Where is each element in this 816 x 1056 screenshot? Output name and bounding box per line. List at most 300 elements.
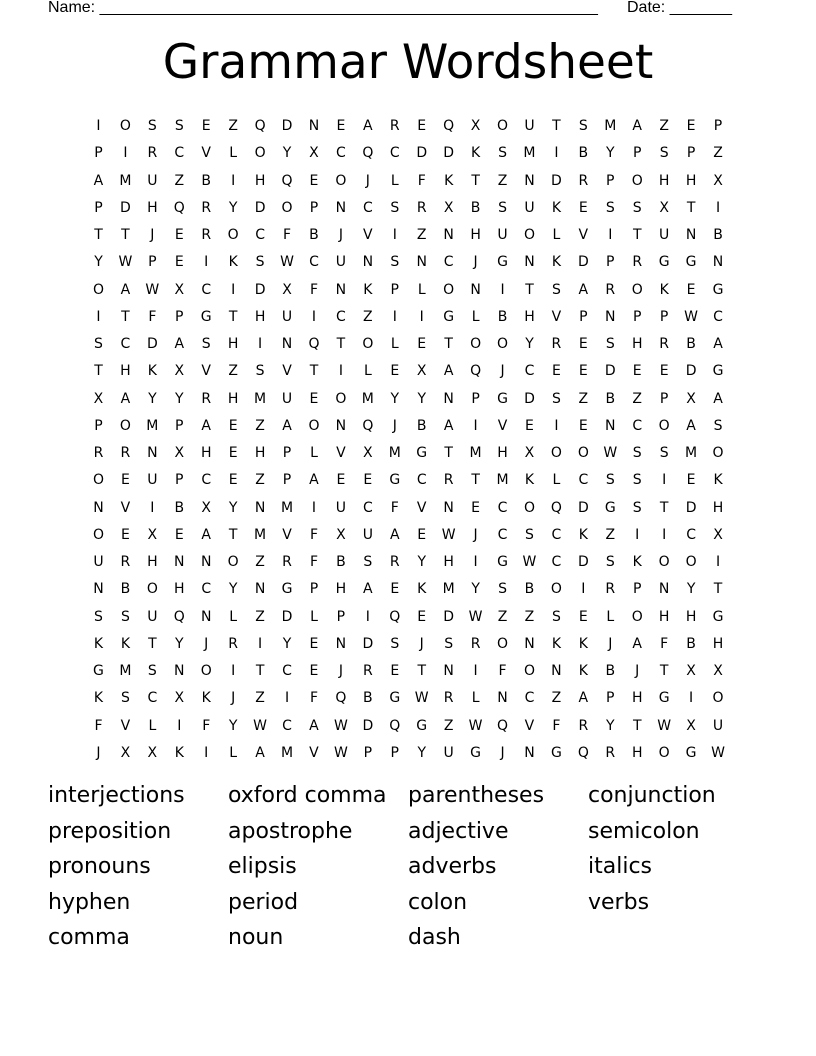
grid-letter: O: [685, 554, 697, 570]
grid-letter: V: [201, 145, 211, 162]
grid-letter: K: [363, 281, 373, 298]
grid-letter: P: [175, 417, 184, 434]
grid-letter: S: [659, 445, 669, 461]
grid-letter: O: [497, 336, 509, 352]
grid-letter: H: [147, 554, 158, 570]
grid-letter: J: [500, 363, 505, 380]
grid-letter: M: [442, 581, 455, 598]
word-list-item: period: [228, 889, 299, 915]
grid-letter: E: [390, 363, 400, 380]
grid-letter: H: [524, 308, 535, 325]
grid-letter: E: [120, 526, 130, 543]
grid-letter: R: [120, 445, 131, 461]
grid-letter: C: [578, 472, 589, 489]
grid-letter: K: [444, 172, 454, 189]
grid-letter: T: [228, 308, 238, 325]
grid-letter: F: [309, 526, 318, 543]
grid-letter: Q: [389, 717, 401, 734]
grid-letter: L: [471, 690, 480, 707]
grid-letter: I: [311, 499, 317, 516]
grid-letter: I: [554, 145, 559, 162]
grid-letter: I: [150, 499, 155, 516]
grid-letter: J: [500, 744, 505, 761]
grid-letter: M: [280, 744, 294, 761]
word-list-item: semicolon: [588, 818, 700, 844]
grid-letter: E: [578, 199, 588, 216]
grid-letter: F: [660, 635, 669, 652]
grid-letter: H: [497, 445, 508, 461]
grid-letter: K: [228, 254, 238, 271]
grid-letter: R: [605, 744, 616, 761]
grid-letter: M: [146, 417, 159, 434]
grid-letter: I: [204, 744, 209, 761]
grid-letter: I: [662, 526, 667, 543]
grid-letter: E: [417, 526, 427, 543]
grid-letter: Z: [363, 308, 373, 325]
grid-letter: I: [258, 635, 263, 652]
word-list: [48, 778, 768, 956]
grid-letter: G: [712, 608, 724, 625]
grid-letter: Q: [470, 363, 482, 380]
grid-letter: O: [658, 417, 670, 434]
grid-letter: V: [551, 308, 562, 325]
grid-letter: E: [228, 445, 238, 461]
grid-letter: T: [121, 227, 130, 243]
grid-letter: S: [605, 336, 615, 352]
grid-letter: I: [311, 308, 317, 325]
grid-letter: T: [659, 663, 669, 679]
grid-letter: M: [361, 390, 374, 407]
grid-letter: L: [363, 363, 372, 380]
grid-letter: B: [497, 308, 508, 325]
grid-letter: S: [390, 635, 400, 652]
grid-letter: N: [658, 581, 670, 598]
grid-letter: O: [227, 554, 239, 570]
grid-letter: R: [228, 635, 239, 652]
grid-letter: P: [282, 445, 292, 461]
grid-letter: Q: [550, 499, 562, 516]
grid-letter: P: [606, 254, 615, 271]
grid-letter: L: [390, 336, 399, 352]
grid-letter: Q: [173, 608, 185, 625]
grid-letter: T: [471, 172, 480, 189]
grid-letter: C: [551, 526, 562, 543]
grid-letter: L: [471, 308, 480, 325]
grid-letter: H: [443, 554, 454, 570]
grid-letter: A: [578, 281, 589, 298]
grid-letter: F: [552, 717, 561, 734]
grid-letter: S: [255, 363, 265, 380]
grid-letter: D: [254, 281, 266, 298]
grid-letter: C: [282, 717, 292, 734]
grid-letter: N: [524, 172, 535, 189]
grid-letter: C: [174, 145, 185, 162]
grid-letter: E: [174, 254, 184, 271]
grid-letter: D: [416, 145, 428, 162]
grid-letter: G: [416, 445, 428, 461]
grid-letter: Y: [94, 254, 103, 271]
grid-letter: D: [604, 363, 616, 380]
grid-letter: P: [606, 172, 615, 189]
grid-letter: I: [662, 472, 667, 489]
grid-letter: S: [390, 199, 400, 216]
grid-letter: H: [227, 336, 239, 352]
grid-letter: E: [390, 663, 400, 679]
grid-letter: U: [281, 390, 293, 407]
grid-letter: D: [685, 363, 697, 380]
grid-letter: O: [497, 635, 509, 652]
grid-letter: R: [362, 663, 373, 679]
grid-letter: H: [254, 172, 266, 189]
grid-letter: V: [416, 499, 427, 516]
grid-letter: I: [392, 227, 397, 243]
grid-letter: W: [603, 445, 618, 461]
grid-letter: B: [686, 336, 696, 352]
grid-letter: I: [96, 118, 101, 134]
grid-letter: A: [443, 417, 454, 434]
grid-letter: G: [389, 472, 401, 489]
grid-letter: D: [281, 608, 293, 625]
grid-letter: A: [713, 336, 723, 352]
grid-letter: I: [715, 199, 721, 216]
grid-letter: C: [524, 363, 535, 380]
grid-letter: E: [390, 581, 400, 598]
grid-letter: W: [711, 744, 725, 761]
grid-letter: X: [686, 717, 696, 734]
grid-letter: P: [148, 254, 157, 271]
grid-letter: A: [120, 281, 131, 298]
grid-letter: S: [632, 499, 642, 516]
grid-letter: V: [497, 417, 508, 434]
grid-letter: Z: [524, 608, 535, 625]
grid-letter: G: [658, 690, 670, 707]
word-list-item: elipsis: [228, 854, 297, 880]
grid-letter: S: [94, 608, 103, 625]
grid-letter: L: [229, 608, 238, 625]
grid-letter: K: [713, 472, 723, 489]
grid-letter: C: [255, 227, 265, 243]
grid-letter: E: [363, 472, 373, 489]
grid-letter: T: [713, 581, 723, 598]
grid-letter: M: [523, 145, 536, 162]
grid-letter: U: [281, 308, 293, 325]
grid-letter: B: [605, 663, 616, 679]
page-title: Grammar Wordsheet: [162, 35, 654, 90]
grid-letter: X: [686, 663, 696, 679]
grid-letter: U: [147, 172, 158, 189]
grid-letter: T: [525, 281, 534, 298]
grid-letter: D: [577, 499, 589, 516]
grid-letter: D: [443, 145, 455, 162]
grid-letter: E: [686, 118, 696, 134]
grid-letter: V: [282, 363, 292, 380]
grid-letter: H: [712, 635, 724, 652]
name-field-label: Name: ________________________________________________________: [48, 0, 598, 16]
grid-letter: G: [443, 308, 455, 325]
grid-letter: V: [120, 499, 131, 516]
grid-letter: Q: [281, 172, 293, 189]
grid-letter: Z: [255, 417, 265, 434]
grid-letter: O: [308, 417, 320, 434]
grid-letter: C: [632, 417, 643, 434]
grid-letter: P: [282, 472, 292, 489]
grid-letter: X: [93, 390, 104, 407]
grid-letter: P: [363, 744, 373, 761]
grid-letter: P: [606, 690, 615, 707]
grid-letter: O: [631, 172, 643, 189]
grid-letter: H: [200, 445, 212, 461]
grid-letter: O: [712, 690, 724, 707]
grid-letter: P: [471, 390, 480, 407]
grid-letter: Y: [175, 635, 184, 652]
grid-letter: K: [120, 635, 130, 652]
grid-letter: C: [147, 690, 158, 707]
grid-letter: S: [632, 445, 642, 461]
grid-letter: A: [713, 390, 723, 407]
grid-letter: T: [471, 472, 480, 489]
grid-letter: N: [254, 581, 266, 598]
grid-letter: J: [473, 254, 478, 271]
grid-letter: R: [93, 445, 104, 461]
grid-letter: K: [201, 690, 211, 707]
grid-letter: M: [119, 172, 132, 189]
word-search-grid: [85, 113, 730, 767]
grid-letter: E: [336, 118, 346, 134]
grid-letter: N: [416, 254, 427, 271]
grid-letter: G: [712, 281, 724, 298]
grid-letter: Z: [416, 227, 427, 243]
grid-letter: E: [174, 526, 184, 543]
grid-letter: Z: [632, 390, 643, 407]
grid-letter: N: [443, 663, 454, 679]
grid-letter: L: [390, 172, 399, 189]
grid-letter: H: [254, 445, 266, 461]
grid-letter: X: [174, 281, 185, 298]
grid-letter: R: [389, 118, 400, 134]
grid-letter: U: [147, 472, 158, 489]
grid-letter: O: [335, 390, 347, 407]
grid-letter: E: [578, 608, 588, 625]
grid-letter: X: [174, 363, 185, 380]
grid-letter: Q: [443, 118, 455, 134]
grid-letter: P: [309, 199, 319, 216]
grid-letter: V: [578, 227, 589, 243]
grid-letter: M: [496, 472, 509, 489]
grid-letter: F: [309, 281, 318, 298]
grid-letter: Z: [497, 608, 508, 625]
grid-letter: W: [684, 308, 699, 325]
grid-letter: A: [578, 690, 589, 707]
grid-letter: Y: [606, 717, 615, 734]
grid-letter: H: [631, 336, 643, 352]
grid-letter: Z: [255, 690, 265, 707]
grid-letter: T: [417, 663, 426, 679]
grid-letter: U: [335, 254, 347, 271]
grid-letter: O: [658, 554, 670, 570]
grid-letter: S: [498, 145, 507, 162]
grid-letter: N: [524, 744, 535, 761]
grid-letter: R: [201, 390, 212, 407]
grid-letter: V: [282, 526, 292, 543]
grid-letter: G: [416, 717, 428, 734]
grid-letter: U: [712, 717, 724, 734]
grid-letter: Z: [255, 472, 265, 489]
grid-letter: T: [148, 635, 157, 652]
grid-letter: S: [605, 472, 615, 489]
grid-letter: G: [658, 254, 670, 271]
grid-letter: I: [284, 690, 290, 707]
grid-letter: N: [605, 417, 616, 434]
grid-letter: W: [522, 554, 537, 570]
grid-letter: S: [498, 199, 507, 216]
grid-letter: F: [148, 308, 157, 325]
grid-letter: S: [713, 417, 723, 434]
grid-letter: S: [605, 554, 615, 570]
grid-letter: Z: [228, 363, 238, 380]
grid-letter: H: [712, 499, 724, 516]
grid-letter: O: [146, 581, 158, 598]
grid-letter: M: [388, 445, 401, 461]
grid-letter: K: [471, 145, 481, 162]
grid-letter: N: [524, 635, 535, 652]
grid-letter: D: [362, 717, 374, 734]
grid-letter: X: [174, 690, 185, 707]
grid-letter: R: [282, 554, 292, 570]
grid-letter: R: [578, 717, 589, 734]
grid-letter: A: [632, 118, 642, 134]
word-list-item: noun: [228, 925, 284, 951]
grid-letter: G: [497, 390, 508, 407]
grid-letter: R: [120, 554, 131, 570]
grid-letter: S: [578, 118, 588, 134]
grid-letter: Q: [362, 145, 374, 162]
grid-letter: E: [417, 118, 427, 134]
grid-letter: J: [231, 690, 236, 707]
grid-letter: I: [473, 417, 478, 434]
grid-letter: U: [497, 227, 508, 243]
grid-letter: P: [632, 581, 642, 598]
grid-letter: Y: [282, 635, 292, 652]
grid-letter: W: [657, 717, 672, 734]
grid-letter: I: [473, 554, 478, 570]
grid-letter: T: [228, 526, 238, 543]
grid-letter: C: [497, 526, 508, 543]
grid-letter: X: [713, 663, 723, 679]
grid-letter: O: [497, 118, 509, 134]
grid-letter: V: [120, 717, 131, 734]
grid-letter: F: [498, 663, 507, 679]
grid-letter: E: [686, 472, 696, 489]
word-list-item: adverbs: [408, 854, 497, 880]
grid-letter: H: [174, 581, 185, 598]
grid-letter: A: [363, 581, 373, 598]
grid-letter: N: [93, 581, 104, 598]
grid-letter: W: [333, 744, 348, 761]
grid-letter: F: [309, 690, 318, 707]
grid-letter: J: [96, 744, 101, 761]
grid-letter: I: [123, 145, 128, 162]
grid-letter: Y: [175, 390, 184, 407]
grid-letter: T: [686, 199, 696, 216]
grid-letter: X: [282, 281, 292, 298]
grid-letter: X: [174, 445, 185, 461]
grid-letter: A: [363, 118, 373, 134]
grid-letter: M: [119, 663, 132, 679]
grid-letter: J: [150, 227, 155, 243]
grid-letter: J: [338, 227, 343, 243]
grid-letter: T: [632, 717, 642, 734]
word-list-item: oxford comma: [228, 783, 387, 808]
grid-letter: Q: [173, 199, 185, 216]
grid-letter: L: [310, 608, 318, 625]
grid-letter: I: [500, 281, 505, 298]
grid-letter: R: [632, 254, 643, 271]
grid-letter: R: [443, 472, 454, 489]
grid-letter: P: [94, 199, 103, 216]
grid-letter: X: [470, 118, 481, 134]
grid-letter: I: [231, 663, 236, 679]
grid-letter: Z: [659, 118, 669, 134]
grid-letter: V: [309, 744, 319, 761]
grid-letter: D: [281, 118, 293, 134]
grid-letter: T: [659, 499, 669, 516]
grid-letter: A: [120, 390, 131, 407]
grid-letter: S: [498, 581, 507, 598]
grid-letter: X: [147, 744, 158, 761]
grid-letter: H: [120, 363, 131, 380]
grid-letter: A: [309, 717, 319, 734]
grid-letter: B: [686, 635, 696, 652]
grid-letter: A: [282, 417, 292, 434]
grid-letter: T: [255, 663, 265, 679]
grid-letter: J: [365, 172, 370, 189]
grid-letter: X: [147, 526, 158, 543]
grid-letter: J: [392, 417, 397, 434]
grid-letter: N: [362, 254, 374, 271]
grid-letter: K: [632, 554, 642, 570]
grid-letter: O: [92, 281, 104, 298]
grid-letter: D: [362, 635, 374, 652]
grid-letter: M: [254, 526, 267, 543]
grid-letter: Z: [578, 390, 589, 407]
grid-letter: B: [524, 581, 535, 598]
grid-letter: N: [524, 254, 535, 271]
grid-letter: N: [147, 445, 158, 461]
grid-letter: P: [94, 417, 103, 434]
grid-letter: Y: [471, 581, 480, 598]
grid-letter: P: [175, 308, 184, 325]
grid-letter: E: [417, 608, 427, 625]
grid-letter: Y: [417, 390, 426, 407]
grid-letter: B: [174, 499, 185, 516]
grid-letter: C: [282, 663, 292, 679]
grid-letter: O: [550, 445, 562, 461]
grid-letter: N: [685, 227, 697, 243]
grid-letter: N: [551, 663, 562, 679]
grid-letter: B: [120, 581, 131, 598]
grid-letter: E: [659, 363, 669, 380]
word-list-item: dash: [408, 925, 461, 951]
grid-letter: D: [551, 172, 562, 189]
grid-letter: E: [309, 635, 319, 652]
grid-letter: A: [255, 744, 265, 761]
grid-letter: T: [121, 308, 130, 325]
grid-letter: O: [443, 281, 455, 298]
grid-letter: Z: [605, 526, 616, 543]
grid-letter: P: [336, 608, 346, 625]
grid-letter: T: [444, 336, 453, 352]
grid-letter: X: [363, 445, 373, 461]
